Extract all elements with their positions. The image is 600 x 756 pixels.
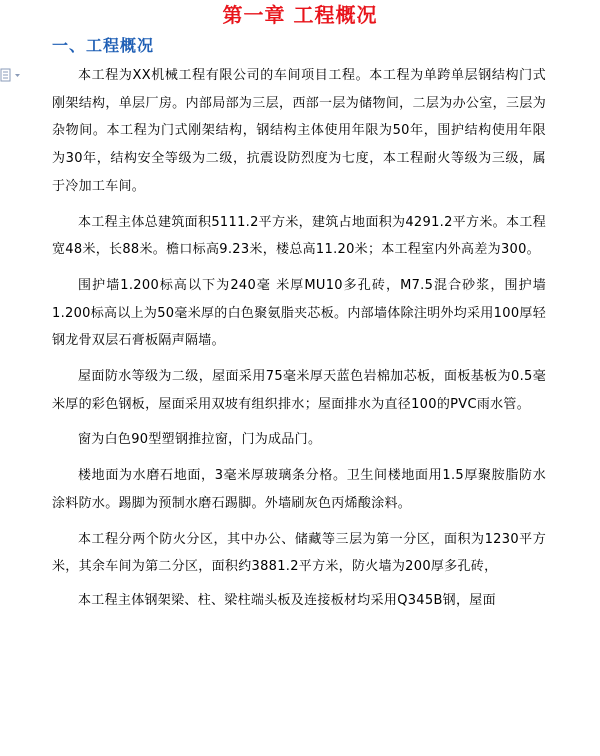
paragraph-area: 本工程主体总建筑面积5111.2平方米，建筑占地面积为4291.2平方米。本工程宽48米，长88米。檐口标高9.23米，楼总高11.20米；本工程室内外高差为300。 (52, 214, 546, 258)
chapter-title: 第一章 工程概况 (222, 3, 378, 27)
paragraph-roof: 屋面防水等级为二级，屋面采用75毫米厚天蓝色岩棉加芯板，面板基板为0.5毫米厚的彩色钢板，屋面采用双坡有组织排水；屋面排水为直径100的PVC雨水管。 (52, 369, 546, 412)
body-text (52, 62, 546, 623)
paragraph-walls: 围护墙1.200标高以下为240毫 米厚MU10多孔砖，M7.5混合砂浆，围护墙1.200标高以上为50毫米厚的白色聚氨脂夹芯板。内部墙体除注明外均采用100厚轻钢龙骨双层石膏板隔声隔墙。 (52, 277, 546, 349)
paragraph-windows: 窗为白色90型塑钢推拉窗，门为成品门。 (78, 432, 322, 448)
paragraph-floors: 楼地面为水磨石地面，3毫米厚玻璃条分格。卫生间楼地面用1.5厚聚胺脂防水涂料防水。踢脚为预制水磨石踢脚。外墙刷灰色丙烯酸涂料。 (52, 468, 546, 511)
document-dropdown-icon[interactable] (0, 68, 24, 84)
paragraph-fire-zones: 本工程分两个防火分区，其中办公、储藏等三层为第一分区，面积为1230平方米，其余车间为第二分区，面积约3881.2平方米，防火墙为200厚多孔砖， (52, 531, 546, 575)
paragraph-steel: 本工程主体钢架梁、柱、梁柱端头板及连接板材均采用Q345B钢，屋面 (78, 592, 496, 608)
section-heading: 一、工程概况 (52, 36, 155, 55)
paragraph-overview: 本工程为XX机械工程有限公司的车间项目工程。本工程为单跨单层钢结构门式刚架结构，单层厂房。内部局部为三层，西部一层为储物间，二层为办公室，三层为杂物间。本工程为门式刚架结构，钢结构主体使用年限为50年，围护结构使用年限为30年，结构安全等级为二级，抗震设防烈度为七度，本工程耐火等级为三级，属于冷加工车间。 (52, 68, 546, 194)
